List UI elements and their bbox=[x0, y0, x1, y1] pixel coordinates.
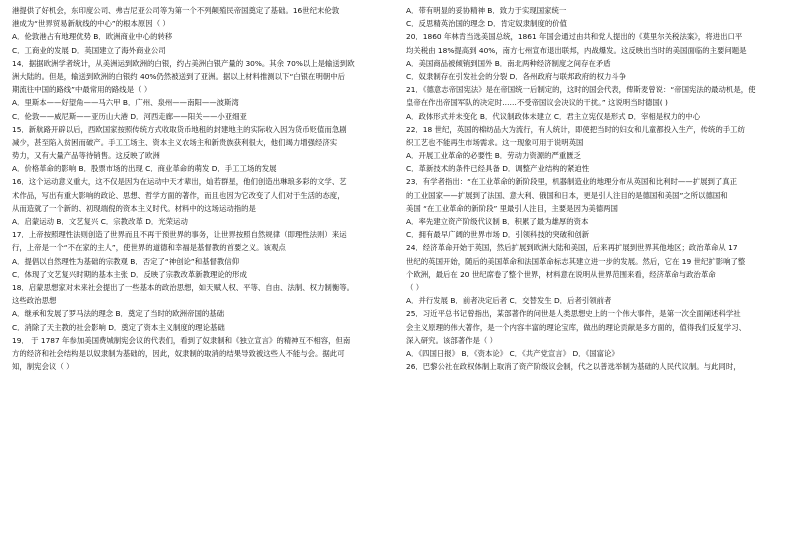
text-line: 港提供了好机会，东印度公司、弗吉尼亚公司等为第一个不列颠殖民帝国奠定了基础。16世纪末伦敦 bbox=[12, 6, 340, 15]
answer-options-line: C．反思精英治国的理念 D．肯定奴隶制度的价值 bbox=[406, 19, 568, 29]
question-stem-line: 21．《德意志帝国宪法》是在帝国统一后制定的，这时的国会代表，俾斯麦曾说：“帝国宪法的最动机是，使 bbox=[406, 85, 756, 95]
text-line: 均关税由 18%提高到 40%，南方七州宣布退出联邦，内战爆发。这反映出当时的美国面临的主要问题是 bbox=[406, 45, 747, 55]
text-line: 世纪的英国开始，随后的美国革命和法国革命标志其建立进一步的发展。然后，它在 19 世纪扩影响了整 bbox=[406, 256, 746, 266]
answer-options-line: A．带有明显的妥协精神 B．致力于实现国家统一 bbox=[406, 6, 567, 15]
answer-options-line: A．伦敦港占有地理优势 B．欧洲商业中心的转移 bbox=[12, 32, 173, 42]
answer-options-line: C．奴隶制存在引发社会的分裂 D．各州政府与联邦政府的权力斗争 bbox=[406, 71, 627, 81]
answer-options-line: C．工商业的发展 D．英国建立了海外商业公司 bbox=[12, 45, 166, 55]
question-stem-line: 20．1860 年林肯当选美国总统，1861 年国会通过由共和党人提出的《莫里尔关税法案》，将进出口平 bbox=[406, 32, 743, 42]
text-line: 皇帝在作出帝国军队的决定时……不受帝国议会决议的干扰。” 这说明当时德国( ) bbox=[406, 98, 668, 108]
text-line: 期流往中国的路线”中最常用的路线是（ ） bbox=[12, 85, 152, 95]
text-line: 势力，又有大量产品等待销售。这反映了欧洲 bbox=[12, 151, 160, 161]
text-line: （ ） bbox=[406, 282, 424, 292]
text-line: 的工业国家——扩展到了法国、意大利、俄国和日本，更是引人注目的是德国和美国”之所以德国和 bbox=[406, 190, 728, 200]
answer-options-line: C．革新技术的条件已经具备 D．调整产业结构的紧迫性 bbox=[406, 164, 590, 174]
question-stem-line: 15．新航路开辟以后，西欧国家按照传统方式收取货币地租的封建地主的实际收入因为货币贬值而急剧 bbox=[12, 124, 347, 134]
left-column bbox=[12, 4, 384, 373]
text-line: 减少，甚至陷入贫困而破产。手工工场主、资本主义农场主和新贵族获利很大，他们竭力增强经济实 bbox=[12, 137, 338, 147]
text-line: 港成为“世界贸易新航线的中心”的根本原因（ ） bbox=[12, 19, 170, 29]
answer-options-line: A．率先建立资产阶级代议制 B．积累了最为雄厚的资本 bbox=[406, 217, 589, 226]
answer-options-line: C．消除了天主教的社会影响 D．奠定了资本主义制度的理论基础 bbox=[12, 322, 225, 332]
question-stem-line: 16．这个运动意义重大，这不仅是因为在运动中天才辈出，灿若群星，他们创造出琳琅多彩的文学、艺 bbox=[12, 177, 347, 187]
text-line: 方的经济和社会结构是以奴隶制为基础的，因此，奴隶制的取消的结果导致被这些人不能与会。据此可 bbox=[12, 348, 345, 358]
question-stem-line: 24．经济革命开始于英国，然后扩展到欧洲大陆和美国，后来再扩展到世界其他地区；政治革命从 17 bbox=[406, 243, 738, 253]
question-stem-line: 25．习近平总书记曾指出，某部著作的问世是人类思想史上的一个伟大事件，是第一次全面阐述科学社 bbox=[406, 309, 741, 319]
question-stem-line: 22．18 世纪，英国的棉纺品大为流行，有人统计，即使把当时的妇女和儿童都投入生产，传统的手工纺 bbox=[406, 124, 745, 134]
text-line: 深入研究。该部著作是（ ） bbox=[406, 335, 498, 345]
answer-options-line: A．启蒙运动 B．文艺复兴 C．宗教改革 D．光荣运动 bbox=[12, 217, 188, 226]
text-line: 术作品，写出有重大影响的政论、思想、哲学方面的著作，而且也因为它改变了人们对于生活的态度， bbox=[12, 190, 345, 200]
text-line: 这些政治思想 bbox=[12, 296, 57, 306]
right-column bbox=[406, 4, 778, 373]
answer-options-line: A．政体形式并未变化 B．代议制政体未建立 C．君主立宪仅是形式 D．宰相是权力的中心 bbox=[406, 111, 701, 121]
text-line: 会主义原理的伟大著作，是一个内容丰富的理论宝库，做出的理论贡献是多方面的，值得我们反复学习、 bbox=[406, 322, 746, 332]
text-line: 织工艺也不能再生市场需求。这一现象可用于说明英国 bbox=[406, 137, 584, 147]
answer-options-line: C．拥有最早广阔的世界市场 D．引领科技的突破和创新 bbox=[406, 230, 590, 240]
answer-options-line: C．体现了文艺复兴时期的基本主张 D．反映了宗教改革新教理论的形成 bbox=[12, 269, 247, 279]
question-stem-line: 17．上帝按照理性法则创造了世界而且不再干预世界的事务，让世界按照自然规律（即理性法则）来运 bbox=[12, 230, 347, 240]
question-stem-line: 18．启蒙思想家对未来社会提出了一些基本的政治思想，如天赋人权、平等、自由、法制、权力制衡等。 bbox=[12, 282, 354, 292]
question-stem-line: 23．有学者指出：“在工业革命的新阶段里，机器制造业的地理分布从英国和比利时——扩展到了真正 bbox=[406, 177, 738, 187]
answer-options-line: A．《四国日报》 B．《资本论》 C．《共产党宣言》 D．《国富论》 bbox=[406, 348, 619, 358]
answer-options-line: A．并行发展 B．前者决定后者 C．交替发生 D．后者引领前者 bbox=[406, 296, 612, 306]
text-line: 美国 “在工业革命的新阶段” 里最引人注目，主要是因为美德两国 bbox=[406, 203, 618, 213]
question-stem-line: 19． 于 1787 年参加美国费城制宪会议的代表们，看到了奴隶制和《独立宣言》的精神互不相容，但南 bbox=[12, 335, 351, 345]
text-line: 行，上帝是一个“不在家的主人”，使世界的道德和幸福是基督教的首要之义。该观点 bbox=[12, 243, 286, 253]
answer-options-line: C．伦敦——威尼斯——亚历山大港 D．河西走廊——阳关——小亚细亚 bbox=[12, 111, 247, 121]
text-line: 洲大陆的。但是，输送到欧洲的白银约 40%仍然被送到了亚洲。据以上材料推测以下“白银在明朝中后 bbox=[12, 71, 346, 81]
question-stem-line: 14．据据欧洲学者统计，从美洲运到欧洲的白银，约占美洲白银产量的 30%。其余 70%以上是输送到欧 bbox=[12, 58, 355, 68]
answer-options-line: A．开展工业革命的必要性 B．劳动力资源的严重匮乏 bbox=[406, 151, 582, 161]
question-stem-line: 26．巴黎公社在政权体制上取消了资产阶级议会制，代之以普选举制为基础的人民代议制。与此同时， bbox=[406, 362, 741, 372]
answer-options-line: A．美国商品被倾销到国外 B．南北两种经济制度之间存在矛盾 bbox=[406, 58, 611, 68]
text-line: 从而造就了一个新的、初现端倪的资本主义时代。材料中的这场运动指的是 bbox=[12, 203, 256, 213]
answer-options-line: A．继承和发展了罗马法的理念 B．奠定了当时的欧洲帝国的基础 bbox=[12, 309, 225, 319]
answer-options-line: A．价格革命的影响 B．股票市场的出现 C．商业革命的萌发 D．手工工场的发展 bbox=[12, 164, 277, 174]
text-line: 知，制宪会议（ ） bbox=[12, 362, 74, 372]
answer-options-line: A．里斯本——好望角——马六甲 B．广州、泉州——南阳——波斯湾 bbox=[12, 98, 239, 108]
text-line: 个欧洲，最后在 20 世纪席卷了整个世界，材料意在说明从世界范围来看，经济革命与政治革命 bbox=[406, 269, 716, 279]
answer-options-line: A．提倡以自然理性为基础的宗教观 B．否定了“神创论”和基督教信仰 bbox=[12, 256, 240, 266]
